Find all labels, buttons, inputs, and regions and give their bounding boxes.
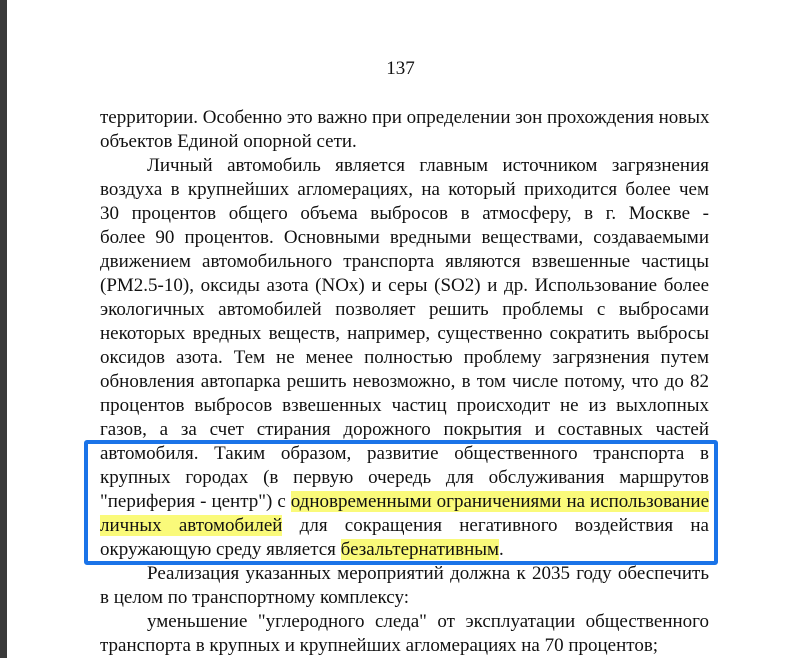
text-line-9: экологичных автомобилей позволяет решить проблемы с выбросами [100, 299, 709, 320]
text-line-6: более 90 процентов. Основными вредными веществами, создаваемыми [100, 227, 709, 248]
document-page [7, 0, 794, 658]
text-line-23: транспорта в крупных и крупнейших агломерациях на 70 процентов; [100, 635, 659, 656]
text-line-1: территории. Особенно это важно при определении зон прохождения новых [100, 107, 710, 128]
viewer-left-edge [0, 0, 7, 658]
text-line-15: автомобиля. Таким образом, развитие общественного транспорта в [100, 443, 709, 464]
highlighted-text: безальтернативным [340, 539, 500, 560]
text-line-5: 30 процентов общего объема выбросов в атмосферу, в г. Москве - [100, 203, 709, 224]
text-line-8: (PM2.5-10), оксиды азота (NOx) и серы (SO2) и др. Использование более [100, 275, 709, 296]
text-line-4: воздуха в крупнейших агломерациях, на который приходится более чем [100, 179, 709, 200]
text-line-7: движением автомобильного транспорта являются взвешенные частицы [100, 251, 709, 272]
highlighted-text: личных автомобилей [100, 515, 283, 536]
text-line-19: окружающую среду является безальтернативным. [100, 539, 504, 560]
page-number: 137 [386, 58, 415, 79]
text-line-21: в целом по транспортному комплексу: [100, 587, 409, 608]
text-line-10: некоторых вредных веществ, например, существенно сократить выбросы [100, 323, 709, 344]
text-line-12: обновления автопарка решить невозможно, в том числе потому, что до 82 [100, 371, 709, 392]
text-line-11: оксидов азота. Тем не менее полностью проблему загрязнения путем [100, 347, 709, 368]
text-line-18: личных автомобилей для сокращения негативного воздействия на [100, 515, 709, 536]
text-line-13: процентов выбросов взвешенных частиц происходит не из выхлопных [100, 395, 709, 416]
text-line-3: Личный автомобиль является главным источником загрязнения [147, 155, 709, 176]
text-line-20: Реализация указанных мероприятий должна к 2035 году обеспечить [147, 563, 709, 584]
text-line-14: газов, а за счет стирания дорожного покрытия и составных частей [100, 419, 709, 440]
text-line-16: крупных городах (в первую очередь для обслуживания маршрутов [100, 467, 709, 488]
text-line-17: "периферия - центр") с одновременными ограничениями на использование [100, 491, 710, 512]
highlighted-text: одновременными ограничениями на использование [290, 491, 710, 512]
text-line-22: уменьшение "углеродного следа" от эксплуатации общественного [147, 611, 709, 632]
text-line-2: объектов Единой опорной сети. [100, 131, 357, 152]
